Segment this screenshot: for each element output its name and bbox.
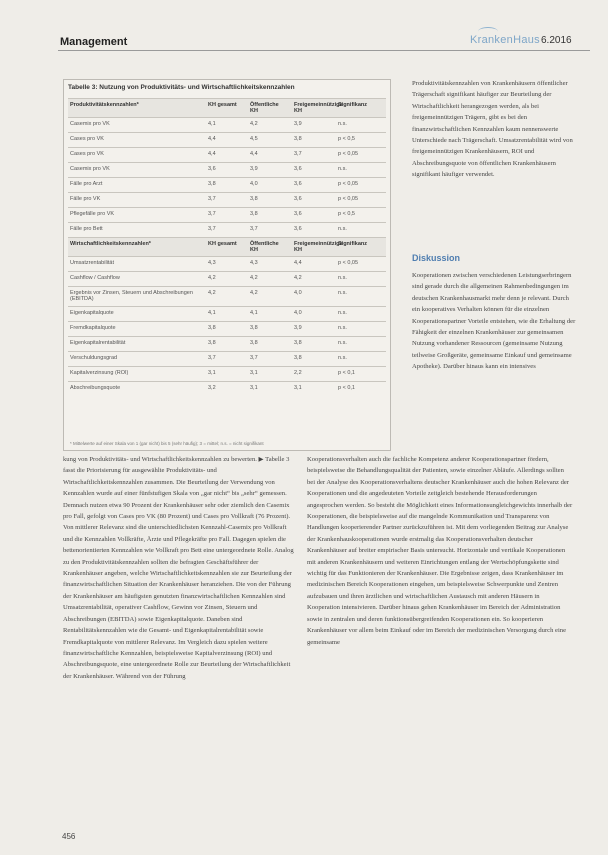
table-cell: Fälle pro Arzt: [70, 181, 103, 187]
table-cell: 3,8: [208, 181, 216, 187]
table-cell: p < 0,05: [338, 181, 359, 187]
table-cell: 3,8: [208, 340, 216, 346]
table-cell: 4,3: [208, 260, 216, 266]
table-cell: 3,6: [294, 211, 302, 217]
section-title: Management: [60, 36, 128, 48]
paragraph: Produktivitätskennzahlen von Krankenhäusern öffentlicher Trägerschaft signifikant häufiger zur Beurteilung der Wirtschaftlichkeit herangezogen werden, als bei freigemeinnützigen Trägern, gibt es bei den finanzwirtschaftlichen Kennzahlen kaum nennenswerte Unterschiede nach Trägerschaft. Umsatzrentabilität wird von freigemeinnützigen Krankenhäusern, ROI und Abschreibungsquote von öffentlichen Krankenhäusern signifikant häufiger verwendet.: [412, 80, 573, 179]
table-cell: 3,6: [294, 181, 302, 187]
table-cell: 4,1: [208, 121, 216, 127]
table-cell: n.s.: [338, 121, 347, 127]
table-cell: 4,0: [294, 290, 302, 296]
paragraph: kung von Produktivitäts- und Wirtschaftlichkeitskennzahlen zu bewerten. ▶ Tabelle 3 fasst die Priorisierung für ausgewählte Produktivitäts- und Wirtschaftlichkeitskennzahlen zusammen. Die Beurteilung der Verwendung von Kennzahlen wurde auf einer fünfstufigen Skala von „gar nicht“ bis „sehr“ gemessen. Demnach nutzen etwa 90 Prozent der Krankenhäuser sehr oder ziemlich den Casemix pro Fall, gefolgt von Cases pro VK (80 Prozent) und Cases pro Vollkraft (76 Prozent). Von mittlerer Relevanz sind die unterschiedlichsten Kennzahl-Casemix pro Vollkraft und die Kennzahlen Vollkräfte, Ärzte und Pflegekräfte pro Fall. Dagegen spielen die bettenorientierten Kennzahlen wie Vollkraft pro Bett eine untergeordnete Rolle. Analog zu den Produktivitätskennzahlen sollten die befragten Geschäftsführer der Krankenhäuser angeben, welche Wirtschaftlichkeitskennzahlen sie zur Beurteilung der finanzwirtschaftlichen Situation der Krankenhäuser heranziehen. Die von der Führung der Krankenhäuser am häufigsten genutzten finanzwirtschaftlichen Kennzahlen sind Umsatzrentabilität, operativer Cashflow, Gewinn vor Zinsen, Steuern und Abschreibungen (EBITDA) sowie Eigenkapitalquote. Daneben sind Rentabilitätskennzahlen wie die Gesamt- und Eigenkapitalrentabilität sowie Fremdkapitalquote von mittlerer Relevanz. Im Vergleich dazu spielen weitere finanzwirtschaftliche Kennzahlen, beispielsweise Kapitalverzinsung (ROI) und Abschreibungsquote, eine untergeordnete Rolle zur Beurteilung der Wirtschaftlichkeit der Krankenhäuser. Während von der Führung: [63, 456, 294, 680]
table-cell: p < 0,1: [338, 370, 355, 376]
discussion-heading: Diskussion: [412, 253, 461, 263]
table-cell: Cashflow / Cashflow: [70, 275, 120, 281]
table-cell: Pflegefälle pro VK: [70, 211, 115, 217]
table-cell: 2,2: [294, 370, 302, 376]
table-cell: Cases pro VK: [70, 151, 104, 157]
table-row: [68, 117, 386, 133]
table-cell: n.s.: [338, 340, 347, 346]
table-row: [68, 147, 386, 163]
table-cell: 3,6: [294, 196, 302, 202]
table-cell: 3,7: [208, 196, 216, 202]
table-cell: 3,9: [294, 121, 302, 127]
text-column-right-mid: [412, 270, 576, 373]
table-cell: Fälle pro VK: [70, 196, 101, 202]
table-cell: Eigenkapitalrentabilität: [70, 340, 126, 346]
table-cell: 4,3: [250, 260, 258, 266]
table-cell: 4,0: [250, 181, 258, 187]
table-cell: 3,1: [250, 370, 258, 376]
table-cell: n.s.: [338, 310, 347, 316]
table-cell: Freigemeinnützige KH: [294, 241, 343, 253]
table-cell: 3,7: [208, 226, 216, 232]
table-cell: 3,8: [294, 340, 302, 346]
table-cell: p < 0,5: [338, 136, 355, 142]
table-cell: KH gesamt: [208, 241, 237, 247]
table-cell: 3,8: [250, 325, 258, 331]
table-row: [68, 132, 386, 148]
text-column-right: [307, 454, 573, 648]
table-cell: 3,6: [208, 166, 216, 172]
table-cell: Ergebnis vor Zinsen, Steuern und Abschreibungen (EBITDA): [70, 290, 193, 302]
table-cell: Freigemeinnützige KH: [294, 102, 343, 114]
paragraph: Kooperationen zwischen verschiedenen Leistungserbringern sind gerade durch die allgemeinen Rahmenbedingungen im deutschen Krankenhausmarkt mehr denn je relevant. Durch ein kooperatives Verhalten können für die einzelnen Kooperationspartner Vorteile entstehen, wie die Erhaltung der Fähigkeit der einzelnen Krankenhäuser zur gemeinsamen Nutzung vorhandener Ressourcen (gemeinsame Nutzung teilweise Großgeräte, gemeinsame Einkauf und gemeinsame Apotheke). Darüber hinaus kann ein intensives: [412, 272, 576, 371]
table-cell: 3,1: [208, 370, 216, 376]
table-cell: n.s.: [338, 325, 347, 331]
table-cell: 4,2: [294, 275, 302, 281]
table-cell: n.s.: [338, 275, 347, 281]
table-cell: 3,2: [208, 385, 216, 391]
table-cell: 4,4: [294, 260, 302, 266]
table-cell: 3,6: [294, 166, 302, 172]
table-cell: Fälle pro Bett: [70, 226, 103, 232]
table-cell: Produktivitätskennzahlen*: [70, 102, 139, 108]
table-cell: 3,7: [250, 226, 258, 232]
table-title: Tabelle 3: Nutzung von Produktivitäts- und Wirtschaftlichkeitskennzahlen: [68, 84, 295, 91]
table-cell: 4,1: [250, 310, 258, 316]
text-column-right-top: [412, 78, 576, 181]
paragraph: Kooperationsverhalten auch die fachliche Kompetenz anderer Kooperationspartner fördern, beispielsweise die Behandlungsqualität der Patienten, sowie einzelner Abläufe. Allerdings sollten bei der Analyse des Kooperationsverhaltens deutscher Krankenhäuser auch die hohen Relevanz der Kooperationen und die angedeuteten Vorteile zeitgleich bestehende Herausforderungen angesprochen werden. So besteht die Möglichkeit eines Informationsungleichgewichts innerhalb der Kooperationen, die beispielsweise auf die mangelnde Kommunikation und Transparenz von Handlungen kooperierender Partner zurückzuführen ist. Mit dem vorliegenden Beitrag zur Analyse der Krankenhauskooperationen wurde erstmalig das Kooperationsverhalten deutscher Krankenhäuser auf breiter empirischer Basis untersucht. Horizontale und vertikale Kooperationen mit anderen Krankenhäusern und weiteren Einrichtungen entlang der Wertschöpfungskette sind wichtig für das Funktionieren der Krankenhäuser. Die Ergebnisse zeigen, dass Krankenhäuser im medizinischen Bereich Kooperationen eingehen, um beispielsweise Schwerpunkte und Zentren aufzubauen und ihren ärztlichen und wirtschaftlichen Austausch mit anderen Häusern in Kooperation intensivieren. Darüber hinaus gehen Krankenhäuser im Bereich der Administration sowie in zentralen und deren funktionsübergreifenden Kooperationen ein. So kooperieren Krankenhäuser vor allem beim Einkauf oder im Bereich der medizinischen Versorgung durch eine gemeinsame: [307, 456, 573, 646]
table-cell: Kapitalverzinsung (ROI): [70, 370, 129, 376]
table-cell: n.s.: [338, 290, 347, 296]
table-row: [68, 336, 386, 352]
table-cell: 3,8: [250, 340, 258, 346]
table-cell: p < 0,5: [338, 211, 355, 217]
table-row: [68, 321, 386, 337]
table-cell: 3,8: [294, 355, 302, 361]
table-cell: Öffentliche KH: [250, 102, 279, 114]
table-cell: Cases pro VK: [70, 136, 104, 142]
table-cell: Casemix pro VK: [70, 166, 110, 172]
table-cell: 4,5: [250, 136, 258, 142]
table-row: [68, 366, 386, 382]
table-cell: 3,1: [250, 385, 258, 391]
table-row: [68, 256, 386, 272]
table-cell: 4,4: [250, 151, 258, 157]
table-cell: 4,2: [208, 290, 216, 296]
table-cell: Umsatzrentabilität: [70, 260, 115, 266]
text-column-left: [63, 454, 297, 682]
table-cell: 4,1: [208, 310, 216, 316]
table-row: [68, 222, 386, 238]
table-cell: Fremdkapitalquote: [70, 325, 116, 331]
table-cell: Wirtschaftlichkeitskennzahlen*: [70, 241, 151, 247]
table-cell: 3,6: [294, 226, 302, 232]
table-cell: p < 0,05: [338, 196, 359, 202]
table-cell: p < 0,1: [338, 385, 355, 391]
table-cell: 3,7: [208, 211, 216, 217]
table-cell: Signifikanz: [338, 241, 368, 247]
magazine-logo: KrankenHaus: [470, 34, 540, 46]
table-row: [68, 286, 386, 307]
table-cell: 4,4: [208, 136, 216, 142]
page-number: 456: [62, 832, 76, 841]
table-cell: 3,8: [208, 325, 216, 331]
table-cell: n.s.: [338, 166, 347, 172]
table-cell: 4,2: [250, 290, 258, 296]
table-cell: Öffentliche KH: [250, 241, 279, 253]
table-cell: 3,8: [250, 196, 258, 202]
table-cell: Abschreibungsquote: [70, 385, 121, 391]
table-cell: Eigenkapitalquote: [70, 310, 114, 316]
table-cell: p < 0,05: [338, 260, 359, 266]
table-row: [68, 306, 386, 322]
table-row: [68, 207, 386, 223]
table-row: [68, 177, 386, 193]
table-cell: 4,2: [250, 275, 258, 281]
table-cell: Signifikanz: [338, 102, 368, 108]
table-cell: 3,9: [294, 325, 302, 331]
table-cell: KH gesamt: [208, 102, 237, 108]
header-rule: [58, 50, 590, 51]
table-cell: Verschuldungsgrad: [70, 355, 118, 361]
table-cell: n.s.: [338, 355, 347, 361]
table-row: [68, 351, 386, 367]
issue-number: 6.2016: [541, 35, 572, 46]
table-cell: p < 0,05: [338, 151, 359, 157]
table-cell: 3,1: [294, 385, 302, 391]
table-row: [68, 192, 386, 208]
table-cell: Casemix pro VK: [70, 121, 110, 127]
table-header-row: [68, 237, 386, 257]
table-cell: 3,8: [294, 136, 302, 142]
table-cell: 4,2: [250, 121, 258, 127]
table-cell: 4,4: [208, 151, 216, 157]
table-cell: 3,7: [250, 355, 258, 361]
table-cell: 4,0: [294, 310, 302, 316]
table-cell: n.s.: [338, 226, 347, 232]
data-table: [63, 79, 391, 451]
table-footnote: * Mittelwerte auf einer Skala von 1 (gar nicht) bis 5 (sehr häufig); 3 = mittel; n.s. = nicht signifikant: [70, 441, 264, 446]
table-cell: 4,2: [208, 275, 216, 281]
table-row: [68, 162, 386, 178]
table-cell: 3,8: [250, 211, 258, 217]
table-cell: 3,9: [250, 166, 258, 172]
table-header-row: [68, 98, 386, 118]
table-cell: 3,7: [208, 355, 216, 361]
table-row: [68, 381, 386, 397]
table-row: [68, 271, 386, 287]
table-cell: 3,7: [294, 151, 302, 157]
